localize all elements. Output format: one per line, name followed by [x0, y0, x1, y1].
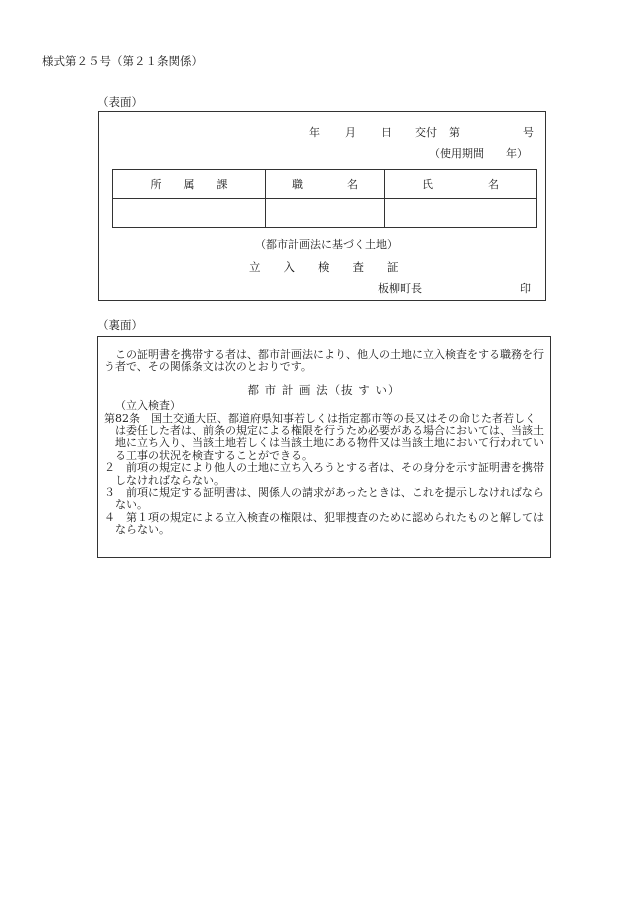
article-82-para-3: ３ 前項に規定する証明書は、関係人の請求があったときは、これを提示しなければならない。 — [104, 486, 544, 512]
header-department: 所 属 課 — [113, 170, 266, 199]
position-cell[interactable] — [266, 199, 385, 228]
form-title: 様式第２５号（第２１条関係） — [42, 54, 203, 68]
table-row — [113, 199, 537, 228]
name-cell[interactable] — [385, 199, 537, 228]
usage-period: （使用期間 年） — [429, 147, 528, 160]
issue-month: 月 — [345, 126, 356, 139]
back-side-text — [104, 349, 544, 537]
article-82-para-2: ２ 前項の規定により他人の土地に立ち入ろうとする者は、その身分を示す証明書を携帯しなければならない。 — [104, 461, 544, 487]
header-name: 氏 名 — [385, 170, 537, 199]
front-section-label: （表面） — [97, 95, 143, 109]
holder-info-table — [112, 169, 537, 228]
article-82: 第82条 国土交通大臣、都道府県知事若しくは指定都市等の長又はその命じた者若しくは委任した者は、前条の規定による権限を行うため必要がある場合においては、当該土地に立ち入り、当該土地若しくは当該土地にある物件又は当該土地において行われている工事の状況を検査することができる。 — [104, 411, 544, 462]
certificate-subtitle: （都市計画法に基づく土地） — [255, 238, 398, 251]
seal-mark: 印 — [520, 282, 531, 295]
front-side-card — [98, 111, 546, 301]
article-caption: （立入検査） — [115, 399, 181, 413]
table-header-row — [113, 170, 537, 199]
department-cell[interactable] — [113, 199, 266, 228]
issue-number-prefix: 第 — [449, 126, 460, 139]
issue-day: 日 — [381, 126, 392, 139]
issue-number-suffix: 号 — [523, 126, 534, 139]
back-section-label: （裏面） — [97, 318, 143, 332]
law-title: 都 市 計 画 法（抜 す い） — [247, 382, 401, 397]
intro-paragraph: この証明書を携帯する者は、都市計画法により、他人の土地に立入検査をする職務を行う者で、その関係条文は次のとおりです。 — [104, 348, 544, 374]
header-position: 職 名 — [266, 170, 385, 199]
issue-label: 交付 — [415, 126, 437, 139]
article-82-para-4: ４ 第１項の規定による立入検査の権限は、犯罪捜査のために認められたものと解してはならない。 — [104, 510, 544, 537]
back-side-card — [97, 336, 551, 558]
certificate-title: 立 入 検 査 証 — [249, 260, 399, 274]
issue-year: 年 — [309, 126, 320, 139]
issuer-name: 板柳町長 — [378, 282, 422, 295]
